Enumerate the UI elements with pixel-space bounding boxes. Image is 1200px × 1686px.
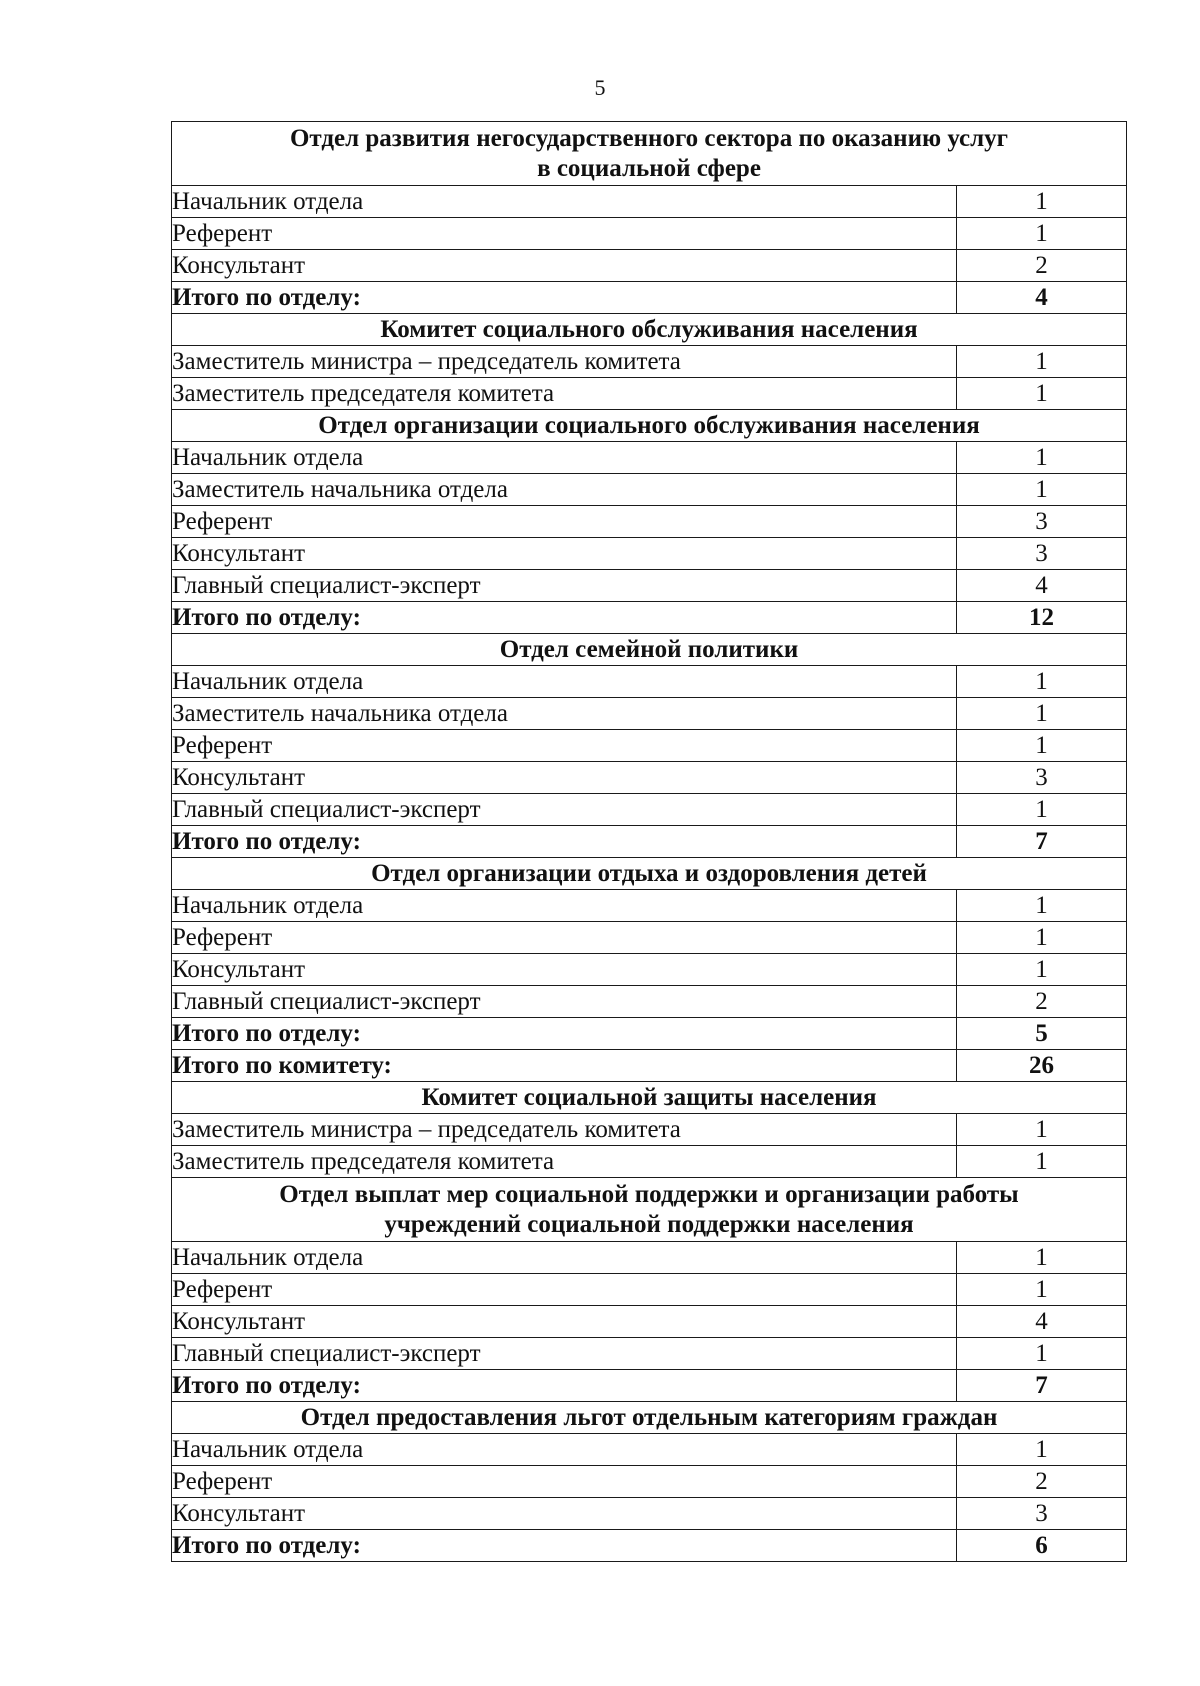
section-header: Отдел организации социального обслуживания населения xyxy=(172,410,1127,442)
staffing-table-body xyxy=(172,122,1127,1562)
total-row xyxy=(172,826,1127,858)
section-header-row xyxy=(172,314,1127,346)
position-count: 1 xyxy=(957,474,1127,506)
position-row xyxy=(172,890,1127,922)
position-row xyxy=(172,1338,1127,1370)
position-row xyxy=(172,794,1127,826)
section-header: Отдел предоставления льгот отдельным категориям граждан xyxy=(172,1402,1127,1434)
position-title: Главный специалист-эксперт xyxy=(172,794,957,826)
section-header-row xyxy=(172,858,1127,890)
position-row xyxy=(172,378,1127,410)
total-value: 7 xyxy=(957,1370,1127,1402)
section-header-line: Отдел развития негосударственного сектора по оказанию услуг xyxy=(289,124,1009,152)
position-title: Главный специалист-эксперт xyxy=(172,570,957,602)
total-label: Итого по отделу: xyxy=(172,1530,957,1562)
section-header xyxy=(172,1178,1127,1242)
total-label: Итого по отделу: xyxy=(172,1370,957,1402)
total-value: 4 xyxy=(957,282,1127,314)
position-row xyxy=(172,1146,1127,1178)
total-label: Итого по отделу: xyxy=(172,282,957,314)
position-row xyxy=(172,1434,1127,1466)
total-row xyxy=(172,1050,1127,1082)
position-row xyxy=(172,442,1127,474)
position-count: 3 xyxy=(957,762,1127,794)
position-row xyxy=(172,506,1127,538)
position-title: Референт xyxy=(172,1274,957,1306)
position-count: 1 xyxy=(957,218,1127,250)
position-count: 2 xyxy=(957,1466,1127,1498)
staffing-table xyxy=(171,121,1127,1562)
position-count: 1 xyxy=(957,730,1127,762)
total-label: Итого по отделу: xyxy=(172,602,957,634)
position-count: 1 xyxy=(957,890,1127,922)
position-title: Главный специалист-эксперт xyxy=(172,1338,957,1370)
position-title: Референт xyxy=(172,922,957,954)
section-header: Комитет социального обслуживания населения xyxy=(172,314,1127,346)
position-title: Консультант xyxy=(172,250,957,282)
position-row xyxy=(172,762,1127,794)
position-row xyxy=(172,1306,1127,1338)
section-header-line: Отдел выплат мер социальной поддержки и организации работы xyxy=(279,1180,1019,1208)
position-row xyxy=(172,1498,1127,1530)
position-count: 1 xyxy=(957,1434,1127,1466)
position-row xyxy=(172,218,1127,250)
position-title: Консультант xyxy=(172,1306,957,1338)
position-row xyxy=(172,954,1127,986)
position-row xyxy=(172,250,1127,282)
position-title: Консультант xyxy=(172,762,957,794)
position-title: Начальник отдела xyxy=(172,890,957,922)
position-title: Начальник отдела xyxy=(172,666,957,698)
position-row xyxy=(172,570,1127,602)
total-value: 7 xyxy=(957,826,1127,858)
position-row xyxy=(172,698,1127,730)
position-row xyxy=(172,922,1127,954)
section-header: Отдел семейной политики xyxy=(172,634,1127,666)
position-row xyxy=(172,1274,1127,1306)
section-header-row xyxy=(172,1178,1127,1242)
total-value: 6 xyxy=(957,1530,1127,1562)
position-count: 1 xyxy=(957,346,1127,378)
position-row xyxy=(172,730,1127,762)
total-value: 12 xyxy=(957,602,1127,634)
total-row xyxy=(172,282,1127,314)
position-count: 4 xyxy=(957,1306,1127,1338)
position-title: Заместитель министра – председатель комитета xyxy=(172,346,957,378)
position-count: 1 xyxy=(957,954,1127,986)
position-title: Начальник отдела xyxy=(172,442,957,474)
position-row xyxy=(172,474,1127,506)
total-label: Итого по комитету: xyxy=(172,1050,957,1082)
position-count: 3 xyxy=(957,1498,1127,1530)
position-title: Консультант xyxy=(172,538,957,570)
position-count: 3 xyxy=(957,506,1127,538)
section-header-row xyxy=(172,634,1127,666)
position-count: 1 xyxy=(957,1242,1127,1274)
position-title: Референт xyxy=(172,1466,957,1498)
section-header: Отдел организации отдыха и оздоровления детей xyxy=(172,858,1127,890)
position-count: 1 xyxy=(957,186,1127,218)
position-count: 1 xyxy=(957,666,1127,698)
position-row xyxy=(172,1466,1127,1498)
position-title: Начальник отдела xyxy=(172,186,957,218)
section-header-row xyxy=(172,1402,1127,1434)
section-header-row xyxy=(172,1082,1127,1114)
position-title: Заместитель председателя комитета xyxy=(172,1146,957,1178)
position-title: Главный специалист-эксперт xyxy=(172,986,957,1018)
section-header-line: в социальной сфере xyxy=(537,154,761,182)
position-row xyxy=(172,986,1127,1018)
section-header-row xyxy=(172,410,1127,442)
position-count: 4 xyxy=(957,570,1127,602)
total-value: 26 xyxy=(957,1050,1127,1082)
section-header xyxy=(172,122,1127,186)
position-title: Заместитель начальника отдела xyxy=(172,698,957,730)
position-title: Заместитель министра – председатель комитета xyxy=(172,1114,957,1146)
position-title: Референт xyxy=(172,730,957,762)
position-row xyxy=(172,186,1127,218)
position-row xyxy=(172,346,1127,378)
total-row xyxy=(172,1370,1127,1402)
section-header-row xyxy=(172,122,1127,186)
position-title: Консультант xyxy=(172,954,957,986)
position-count: 1 xyxy=(957,442,1127,474)
position-row xyxy=(172,666,1127,698)
position-row xyxy=(172,1242,1127,1274)
position-count: 1 xyxy=(957,1338,1127,1370)
total-label: Итого по отделу: xyxy=(172,826,957,858)
position-count: 1 xyxy=(957,794,1127,826)
position-title: Заместитель начальника отдела xyxy=(172,474,957,506)
total-row xyxy=(172,1018,1127,1050)
position-count: 3 xyxy=(957,538,1127,570)
position-count: 1 xyxy=(957,378,1127,410)
position-count: 1 xyxy=(957,922,1127,954)
position-title: Референт xyxy=(172,506,957,538)
section-header: Комитет социальной защиты населения xyxy=(172,1082,1127,1114)
total-row xyxy=(172,1530,1127,1562)
position-title: Референт xyxy=(172,218,957,250)
position-count: 2 xyxy=(957,986,1127,1018)
position-title: Начальник отдела xyxy=(172,1434,957,1466)
position-count: 1 xyxy=(957,1274,1127,1306)
position-row xyxy=(172,538,1127,570)
position-title: Консультант xyxy=(172,1498,957,1530)
position-count: 1 xyxy=(957,1146,1127,1178)
position-count: 2 xyxy=(957,250,1127,282)
total-value: 5 xyxy=(957,1018,1127,1050)
page-number: 5 xyxy=(594,75,606,100)
total-label: Итого по отделу: xyxy=(172,1018,957,1050)
position-count: 1 xyxy=(957,698,1127,730)
section-header-line: учреждений социальной поддержки населения xyxy=(384,1210,914,1238)
position-title: Начальник отдела xyxy=(172,1242,957,1274)
position-row xyxy=(172,1114,1127,1146)
total-row xyxy=(172,602,1127,634)
position-title: Заместитель председателя комитета xyxy=(172,378,957,410)
position-count: 1 xyxy=(957,1114,1127,1146)
